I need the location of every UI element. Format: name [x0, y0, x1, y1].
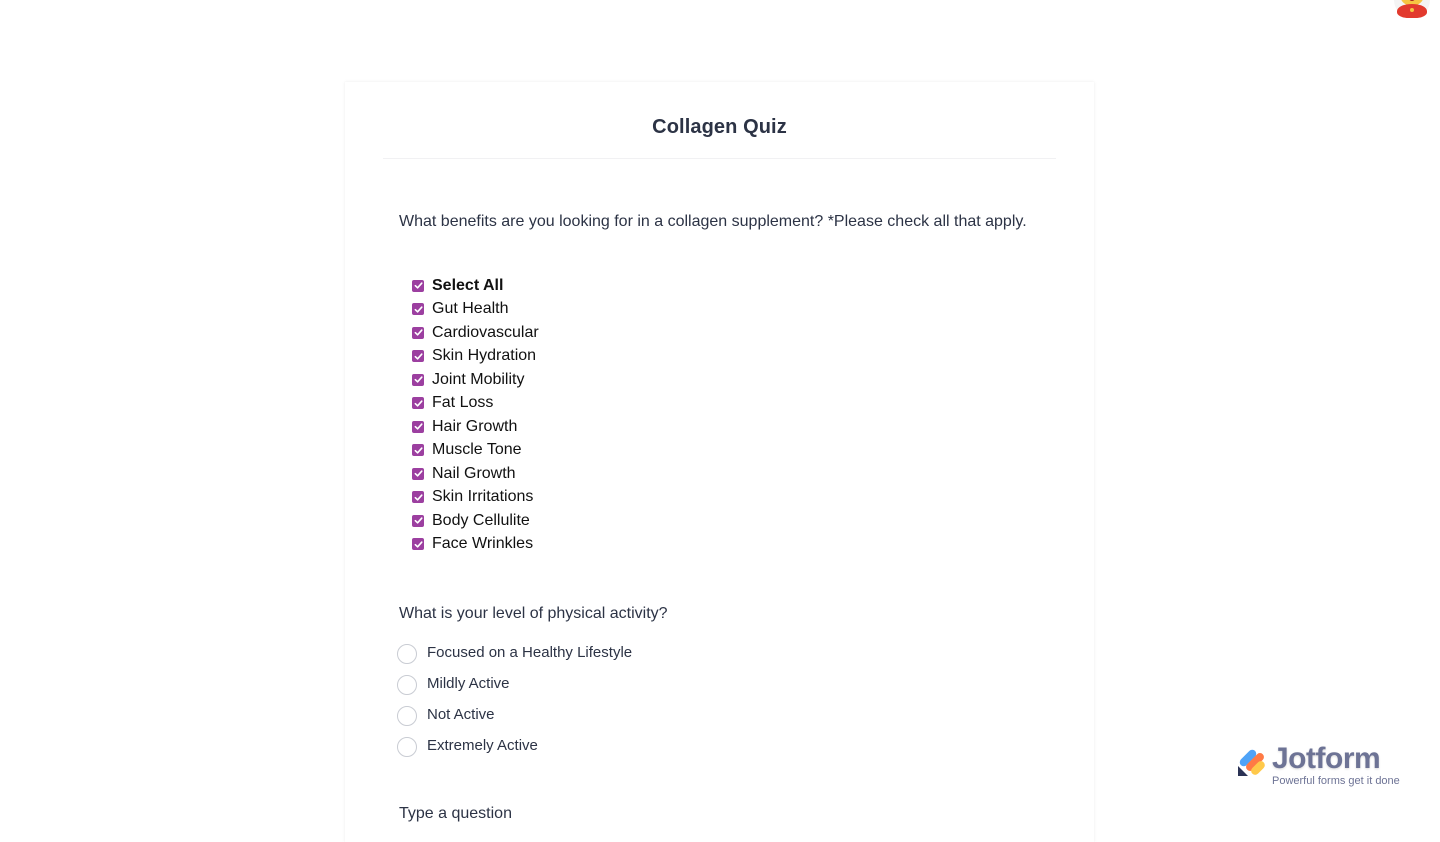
form-title: Collagen Quiz — [652, 116, 787, 138]
radio-label: Focused on a Healthy Lifestyle — [427, 644, 633, 661]
checkbox-fat-loss[interactable] — [412, 392, 539, 416]
checkbox-gut-health[interactable] — [412, 298, 539, 322]
checkbox-checked-icon[interactable] — [412, 444, 424, 456]
jotform-badge[interactable] — [1236, 744, 1408, 790]
activity-radio-list — [397, 637, 632, 761]
radio-label: Mildly Active — [427, 675, 510, 692]
question-next-label: Type a question — [399, 805, 512, 822]
checkbox-checked-icon[interactable] — [412, 468, 424, 480]
checkbox-label: Body Cellulite — [432, 511, 530, 529]
checkbox-checked-icon[interactable] — [412, 350, 424, 362]
checkbox-skin-hydration[interactable] — [412, 345, 539, 369]
checkbox-label: Nail Growth — [432, 464, 516, 482]
checkbox-label: Cardiovascular — [432, 323, 539, 341]
checkbox-checked-icon[interactable] — [412, 327, 424, 339]
radio-label: Extremely Active — [427, 737, 538, 754]
checkbox-label: Muscle Tone — [432, 441, 522, 459]
checkbox-hair-growth[interactable] — [412, 415, 539, 439]
checkbox-label: Joint Mobility — [432, 370, 525, 388]
checkbox-muscle-tone[interactable] — [412, 439, 539, 463]
avatar-button — [1410, 8, 1414, 12]
radio-label: Not Active — [427, 706, 495, 723]
jotform-wordmark: Jotform — [1272, 742, 1381, 775]
checkbox-checked-icon[interactable] — [412, 515, 424, 527]
radio-healthy-lifestyle[interactable] — [397, 637, 632, 668]
checkbox-cardiovascular[interactable] — [412, 321, 539, 345]
radio-unselected-icon[interactable] — [397, 644, 417, 664]
radio-mildly-active[interactable] — [397, 668, 632, 699]
checkbox-select-all[interactable] — [412, 274, 539, 298]
checkbox-label: Face Wrinkles — [432, 535, 534, 553]
checkbox-label: Select All — [432, 276, 504, 294]
checkbox-label: Skin Hydration — [432, 347, 537, 365]
question-benefits-label: What benefits are you looking for in a collagen supplement? *Please check all that apply. — [399, 213, 1027, 230]
checkbox-checked-icon[interactable] — [412, 303, 424, 315]
checkbox-skin-irritations[interactable] — [412, 486, 539, 510]
checkbox-checked-icon[interactable] — [412, 397, 424, 409]
form-card — [345, 82, 1094, 842]
checkbox-label: Gut Health — [432, 300, 509, 318]
benefits-checkbox-list — [412, 274, 539, 556]
question-activity-label: What is your level of physical activity? — [399, 605, 668, 622]
radio-unselected-icon[interactable] — [397, 706, 417, 726]
jotform-tagline: Powerful forms get it done — [1272, 775, 1400, 787]
jotform-logo-icon — [1236, 744, 1272, 780]
radio-unselected-icon[interactable] — [397, 737, 417, 757]
radio-not-active[interactable] — [397, 699, 632, 730]
checkbox-face-wrinkles[interactable] — [412, 533, 539, 557]
radio-unselected-icon[interactable] — [397, 675, 417, 695]
checkbox-body-cellulite[interactable] — [412, 509, 539, 533]
checkbox-label: Fat Loss — [432, 394, 494, 412]
checkbox-nail-growth[interactable] — [412, 462, 539, 486]
title-divider — [383, 158, 1056, 159]
checkbox-checked-icon[interactable] — [412, 374, 424, 386]
checkbox-checked-icon[interactable] — [412, 421, 424, 433]
radio-extremely-active[interactable] — [397, 730, 632, 761]
checkbox-checked-icon[interactable] — [412, 538, 424, 550]
checkbox-checked-icon[interactable] — [412, 280, 424, 292]
avatar[interactable] — [1394, 0, 1430, 18]
checkbox-checked-icon[interactable] — [412, 491, 424, 503]
checkbox-label: Hair Growth — [432, 417, 518, 435]
checkbox-label: Skin Irritations — [432, 488, 534, 506]
checkbox-joint-mobility[interactable] — [412, 368, 539, 392]
